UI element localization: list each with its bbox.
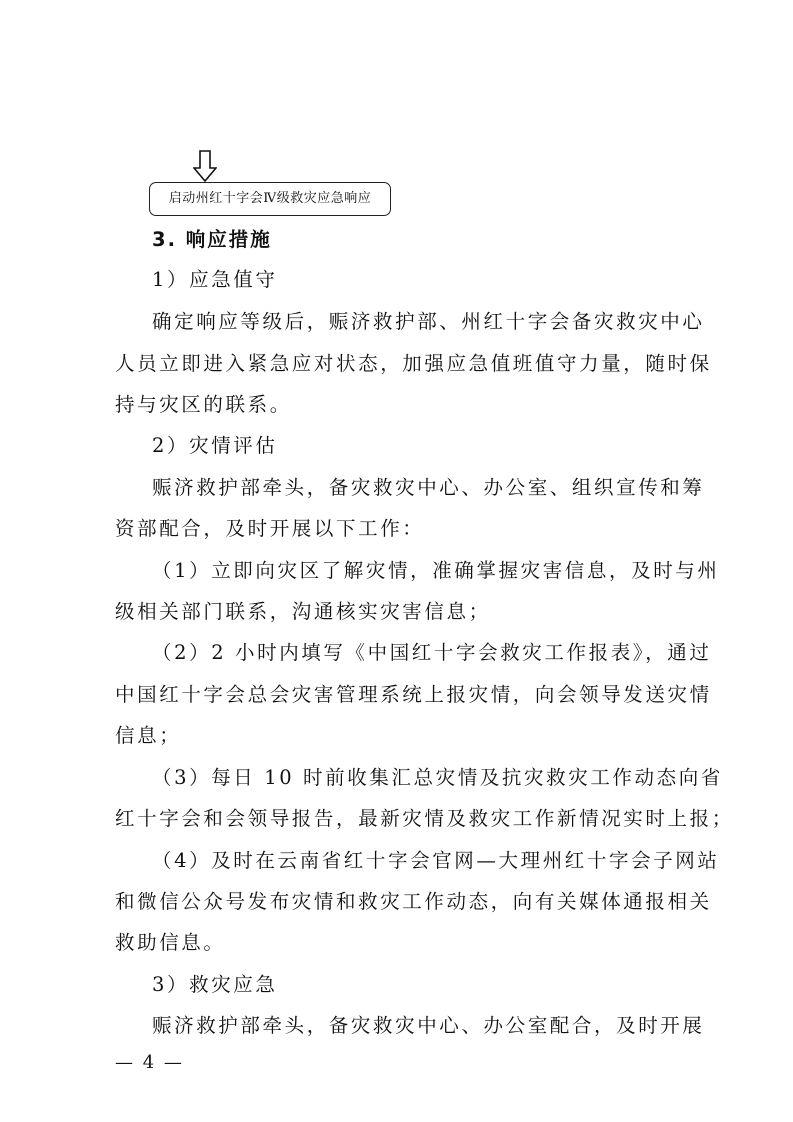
paragraph-line: 赈济救护部牵头，备灾救灾中心、办公室、组织宣传和筹 — [152, 476, 705, 499]
page-number: — 4 — — [115, 1052, 184, 1073]
subheading-assessment: 2）灾情评估 — [152, 434, 278, 457]
list-item-line: 救助信息。 — [115, 931, 226, 954]
paragraph-line: 确定响应等级后，赈济救护部、州红十字会备灾救灾中心 — [152, 310, 705, 333]
paragraph-line: 人员立即进入紧急应对状态，加强应急值班值守力量，随时保 — [115, 352, 712, 375]
paragraph-line: 赈济救护部牵头，备灾救灾中心、办公室配合，及时开展 — [152, 1014, 705, 1037]
list-item-line: 红十字会和会领导报告，最新灾情及救灾工作新情况实时上报； — [115, 807, 734, 830]
subheading-duty: 1）应急值守 — [152, 268, 278, 291]
subheading-relief: 3）救灾应急 — [152, 973, 278, 996]
list-item-line: 中国红十字会总会灾害管理系统上报灾情，向会领导发送灾情 — [115, 683, 712, 706]
list-item-line: （4）及时在云南省红十字会官网—大理州红十字会子网站 — [152, 849, 720, 872]
list-item-line: 和微信公众号发布灾情和救灾工作动态，向有关媒体通报相关 — [115, 890, 712, 913]
paragraph-line: 持与灾区的联系。 — [115, 393, 292, 416]
list-item-line: （3）每日 10 时前收集汇总灾情及抗灾救灾工作动态向省 — [152, 766, 723, 789]
flowchart-box — [149, 182, 391, 216]
flowchart-box-text: 启动州红十字会Ⅳ级救灾应急响应 — [168, 191, 372, 206]
list-item-line: 信息； — [115, 724, 182, 747]
section-heading: 3. 响应措施 — [152, 228, 272, 251]
list-item-line: （2）2 小时内填写《中国红十字会救灾工作报表》，通过 — [152, 641, 712, 664]
list-item-line: 级相关部门联系，沟通核实灾害信息； — [115, 600, 491, 623]
paragraph-line: 资部配合，及时开展以下工作： — [115, 517, 425, 540]
down-arrow-icon — [193, 150, 217, 182]
list-item-line: （1）立即向灾区了解灾情，准确掌握灾害信息，及时与州 — [152, 559, 720, 582]
